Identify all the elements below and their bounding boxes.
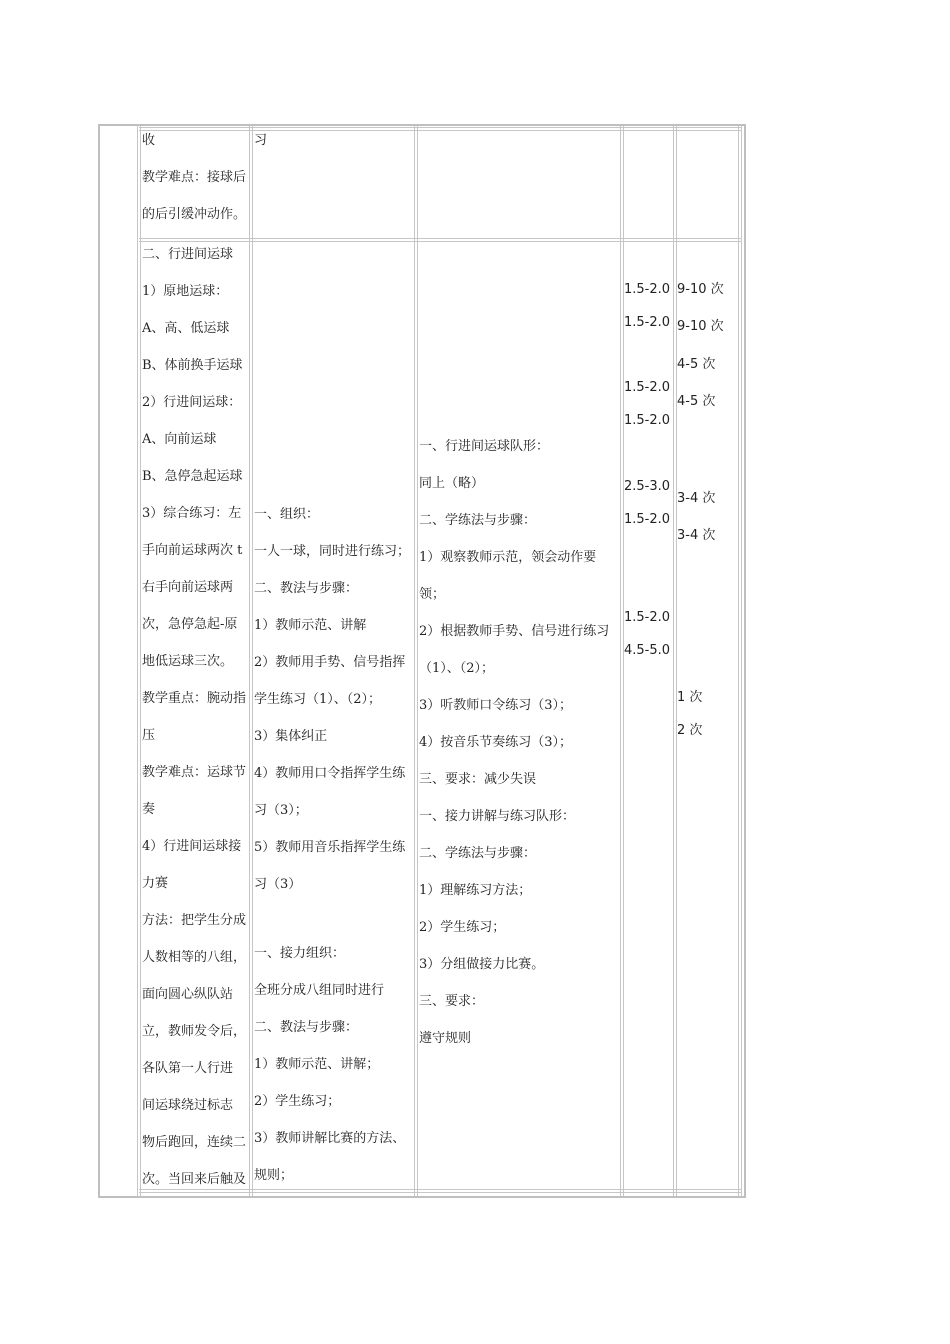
count-value: 1 次	[677, 690, 703, 705]
text-line: 二、教法与步骤：	[254, 581, 359, 596]
row2-teacher-cell-organization	[254, 496, 414, 903]
text-line: 2）学生练习；	[254, 1094, 341, 1109]
text-line: 三、要求：	[419, 994, 485, 1009]
text-line: 一、组织：	[254, 507, 320, 522]
row2-student-cell-relay	[419, 798, 621, 1057]
text-line: 次。当回来后触及	[142, 1172, 247, 1187]
column-divider	[137, 126, 141, 1196]
count-value: 4-5 次	[677, 357, 716, 372]
text-line: 面向圆心纵队站	[142, 987, 234, 1002]
text-line: 右手向前运球两	[142, 580, 234, 595]
text-line: 立，教师发令后，	[142, 1024, 247, 1039]
text-line: 方法：把学生分成	[142, 913, 247, 928]
time-value: 1.5-2.0	[624, 610, 671, 625]
text-line: 3）集体纠正	[254, 729, 328, 744]
row2-student-cell-dribble	[419, 428, 621, 798]
text-line: （1）、（2）；	[419, 661, 495, 676]
text-line: 遵守规则	[419, 1031, 472, 1046]
text-line: 的后引缓冲动作。	[142, 207, 247, 222]
time-value: 1.5-2.0	[624, 282, 671, 297]
count-value: 4-5 次	[677, 394, 716, 409]
text-line: 三、要求：减少失误	[419, 772, 537, 787]
text-line: 全班分成八组同时进行	[254, 983, 385, 998]
text-line: 4）按音乐节奏练习（3）；	[419, 735, 573, 750]
text-line: 一、行进间运球队形：	[419, 439, 550, 454]
text-line: 一、接力组织：	[254, 946, 346, 961]
text-line: 教学难点：运球节	[142, 765, 247, 780]
text-line: 次，急停急起-原	[142, 617, 238, 632]
text-line: B、体前换手运球	[142, 358, 243, 373]
text-line: 间运球绕过标志	[142, 1098, 234, 1113]
text-line: 地低运球三次。	[142, 654, 234, 669]
time-value: 2.5-3.0	[624, 479, 671, 494]
text-line: 同上（略）	[419, 476, 485, 491]
time-value: 1.5-2.0	[624, 380, 671, 395]
text-line: 2）行进间运球：	[142, 395, 242, 410]
text-line: 4）行进间运球接	[142, 839, 242, 854]
text-line: 习	[254, 133, 268, 148]
text-line: 物后跑回，连续二	[142, 1135, 247, 1150]
text-line: 1）教师示范、讲解	[254, 618, 367, 633]
text-line: 一人一球，同时进行练习；	[254, 544, 411, 559]
text-line: 1）观察教师示范，领会动作要	[419, 550, 597, 565]
text-line: 3）综合练习：左	[142, 506, 242, 521]
text-line: 二、学练法与步骤：	[419, 846, 537, 861]
count-value: 3-4 次	[677, 528, 716, 543]
text-line: A、向前运球	[142, 432, 217, 447]
count-value: 9-10 次	[677, 319, 724, 334]
text-line: 二、行进间运球	[142, 247, 234, 262]
text-line: 习（3）；	[254, 803, 308, 818]
text-line: 2）学生练习；	[419, 920, 506, 935]
time-value: 1.5-2.0	[624, 512, 671, 527]
text-line: 二、教法与步骤：	[254, 1020, 359, 1035]
text-line: 2）教师用手势、信号指挥	[254, 655, 406, 670]
time-value: 1.5-2.0	[624, 413, 671, 428]
count-value: 2 次	[677, 723, 703, 738]
text-line: 各队第一人行进	[142, 1061, 234, 1076]
text-line: 1）理解练习方法；	[419, 883, 532, 898]
text-line: 2）根据教师手势、信号进行练习	[419, 624, 610, 639]
text-line: 5）教师用音乐指挥学生练	[254, 840, 406, 855]
count-value: 3-4 次	[677, 491, 716, 506]
text-line: 3）分组做接力比赛。	[419, 957, 545, 972]
text-line: 习（3）	[254, 877, 302, 892]
time-value: 1.5-2.0	[624, 315, 671, 330]
text-line: 3）听教师口令练习（3）；	[419, 698, 573, 713]
text-line: 奏	[142, 802, 156, 817]
text-line: 1）教师示范、讲解；	[254, 1057, 380, 1072]
text-line: 学生练习（1）、（2）；	[254, 692, 382, 707]
row1-content-cell	[142, 122, 250, 233]
text-line: 3）教师讲解比赛的方法、	[254, 1131, 406, 1146]
text-line: 4）教师用口令指挥学生练	[254, 766, 406, 781]
time-value: 4.5-5.0	[624, 643, 671, 658]
text-line: 手向前运球两次 t	[142, 543, 243, 558]
text-line: 人数相等的八组，	[142, 950, 247, 965]
row1-teacher-cell	[254, 122, 414, 159]
row2-content-cell	[142, 236, 250, 1198]
text-line: 教学重点：腕动指	[142, 691, 247, 706]
column-divider	[414, 126, 418, 1196]
count-value: 9-10 次	[677, 282, 724, 297]
text-line: B、急停急起运球	[142, 469, 243, 484]
text-line: 压	[142, 728, 156, 743]
text-line: A、高、低运球	[142, 321, 230, 336]
text-line: 力赛	[142, 876, 169, 891]
text-line: 一、接力讲解与练习队形：	[419, 809, 576, 824]
text-line: 二、学练法与步骤：	[419, 513, 537, 528]
text-line: 规则；	[254, 1168, 294, 1183]
text-line: 收	[142, 133, 156, 148]
row2-teacher-cell-relay	[254, 935, 414, 1194]
text-line: 1）原地运球：	[142, 284, 229, 299]
text-line: 教学难点：接球后	[142, 170, 247, 185]
text-line: 领；	[419, 587, 446, 602]
